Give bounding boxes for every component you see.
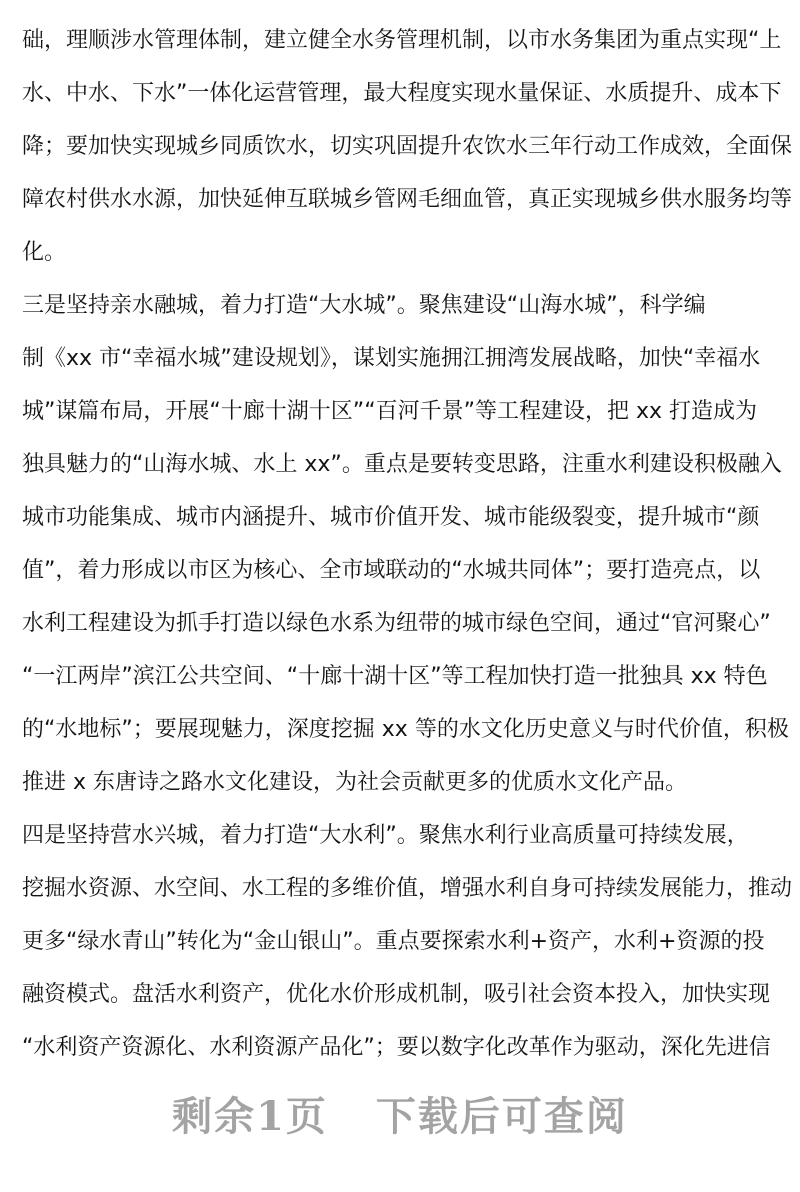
text-line: 城市功能集成、城市内涵提升、城市价值开发、城市能级裂变，提升城市“颜: [22, 505, 760, 530]
text-line: 城”谋篇布局，开展“十廊十湖十区”“百河千景”等工程建设，把 xx 打造成为: [22, 399, 758, 424]
text-line: 障农村供水水源，加快延伸互联城乡管网毛细血管，真正实现城乡供水服务均等: [22, 187, 793, 212]
text-line: “一江两岸”滨江公共空间、“十廊十湖十区”等工程加快打造一批独具 xx 特色: [22, 664, 768, 689]
text-line: 的“水地标”；要展现魅力，深度挖掘 xx 等的水文化历史意义与时代价值，积极: [22, 717, 789, 742]
text-line: 值”，着力形成以市区为核心、全市域联动的“水城共同体”；要打造亮点，以: [22, 558, 761, 583]
text-line: 化。: [22, 240, 67, 265]
text-line: 础，理顺涉水管理体制，建立健全水务管理机制，以市水务集团为重点实现“上: [22, 28, 782, 53]
remaining-pages-label: 剩余1页: [172, 1093, 328, 1140]
download-to-view-label: 下载后可查阅: [375, 1093, 628, 1140]
text-line: 降；要加快实现城乡同质饮水，切实巩固提升农饮水三年行动工作成效，全面保: [22, 134, 793, 159]
text-line: 水、中水、下水”一体化运营管理，最大程度实现水量保证、水质提升、成本下: [22, 81, 782, 106]
text-line: 制《xx 市“幸福水城”建设规划》，谋划实施拥江拥湾发展战略，加快“幸福水: [22, 346, 761, 371]
text-line: 更多“绿水青山”转化为“金山银山”。重点要探索水利+资产，水利+资源的投: [22, 929, 765, 954]
paragraph-start-line: 三是坚持亲水融城，着力打造“大水城”。聚焦建设“山海水城”，科学编: [22, 293, 706, 318]
download-prompt[interactable]: [0, 1085, 800, 1142]
text-line: 融资模式。盘活水利资产，优化水价形成机制，吸引社会资本投入，加快实现: [22, 982, 771, 1007]
text-line: 独具魅力的“山海水城、水上 xx”。重点是要转变思路，注重水利建设积极融入: [22, 452, 782, 477]
paragraph-start-line: 四是坚持营水兴城，着力打造“大水利”。聚焦水利行业高质量可持续发展，: [22, 823, 749, 848]
text-line: 水利工程建设为抓手打造以绿色水系为纽带的城市绿色空间，通过“官河聚心”: [22, 611, 771, 636]
text-line: 推进 x 东唐诗之路水文化建设，为社会贡献更多的优质水文化产品。: [22, 770, 688, 795]
text-line: “水利资产资源化、水利资源产品化”；要以数字化改革作为驱动，深化先进信: [22, 1035, 771, 1060]
text-line: 挖掘水资源、水空间、水工程的多维价值，增强水利自身可持续发展能力，推动: [22, 876, 793, 901]
